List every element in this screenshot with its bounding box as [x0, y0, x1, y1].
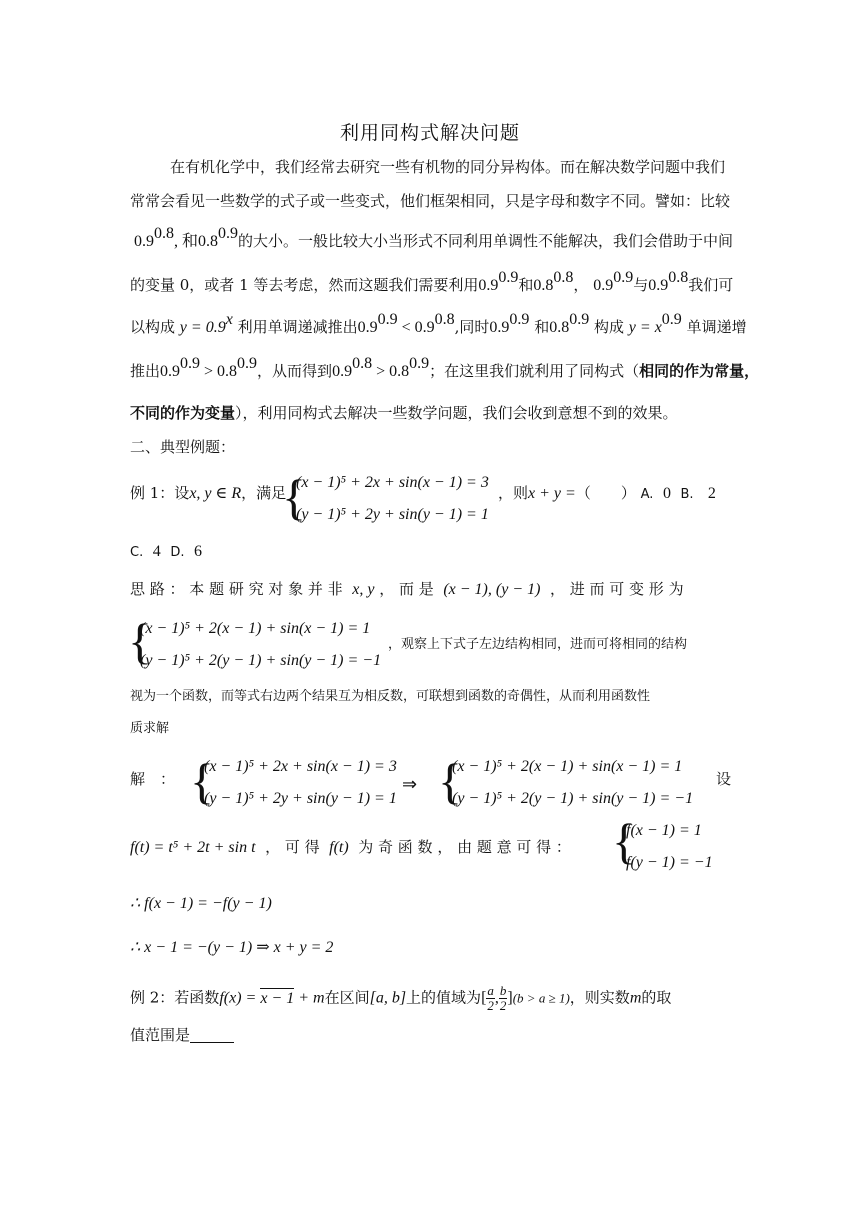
brace-symbol: { [438, 753, 462, 809]
idea-equation-1: (x − 1)⁵ + 2(x − 1) + sin(x − 1) = 1 [140, 620, 371, 637]
section-heading: 二、典型例题： [130, 438, 236, 456]
example-1-lead: 例 1：设x, y ∈ R，满足 [130, 484, 287, 502]
solution-f-equation-1: f(x − 1) = 1 [626, 822, 702, 839]
idea-equation-2: (y − 1)⁵ + 2(y − 1) + sin(y − 1) = −1 [140, 652, 382, 669]
idea-line-3: 视为一个函数，而等式右边两个结果互为相反数，可联想到函数的奇偶性，从而利用函数性 [130, 689, 651, 704]
intro-line-7: 不同的作为变量），利用同构式去解决一些数学问题，我们会收到意想不到的效果。 [130, 404, 678, 422]
example-2-line-1: 例 2：若函数f(x) = x − 1 + m在区间[a, b]上的值域为[ $\frac{a}{2}$ , $\frac{b}{2}$ ](b > a ≥ 1)，则实数m的取 [130, 983, 672, 1013]
solution-function-line: f(t) = t⁵ + 2t + sin t ， 可 得 f(t) 为 奇 函 数 ， 由 题 意 可 得 ： [130, 838, 571, 856]
brace-symbol: { [282, 469, 306, 525]
solution-equation-4: (y − 1)⁵ + 2(y − 1) + sin(y − 1) = −1 [452, 790, 694, 807]
example-1-options-cd: C. 4 D. 6 [130, 543, 203, 560]
solution-step-1: ∴ f(x − 1) = −f(y − 1) [130, 895, 272, 912]
idea-line-1: 思 路 ： 本 题 研 究 对 象 并 非 x, y ， 而 是 (x − 1), (y − 1) ， 进 而 可 变 形 为 [130, 580, 684, 598]
page-title: 利用同构式解决问题 [339, 122, 520, 144]
intro-line-5: 以构成 $y = 0.9^x$ 利用单调递减推出$0.9^{0.9} < 0.9^{0.8}$,同时$0.9^{0.9}$ 和$0.8^{0.9}$ 构成 $y = x^{0.9}$ 单调递增 [130, 311, 747, 336]
example-1-question: ，则x + y =（ ） A. 0 B. 2 [498, 484, 716, 502]
solution-equation-2: (y − 1)⁵ + 2y + sin(y − 1) = 1 [204, 790, 397, 807]
solution-step-2: ∴ x − 1 = −(y − 1) ⇒ x + y = 2 [130, 939, 334, 956]
idea-line-2: ，观察上下式子左边结构相同，进而可将相同的结构 [388, 637, 688, 652]
brace-symbol: { [128, 613, 152, 669]
solution-label: 解 ： [130, 770, 176, 788]
solution-set-word: 设 [716, 770, 732, 788]
intro-line-6: 推出$0.9^{0.9} > 0.8^{0.9}$，从而得到$0.9^{0.8} > 0.8^{0.9}$；在这里我们就利用了同构式（相同的作为常量， [130, 355, 760, 380]
intro-line-4: 的变量 0，或者 1 等去考虑，然而这题我们需要利用$0.9^{0.9}$和$0.8^{0.8}$， $0.9^{0.9}$与$0.9^{0.8}$我们可 [130, 269, 734, 294]
solution-equation-3: (x − 1)⁵ + 2(x − 1) + sin(x − 1) = 1 [452, 758, 683, 775]
intro-line-2: 常常会看见一些数学的式子或一些变式，他们框架相同，只是字母和数字不同。譬如：比较 [130, 192, 731, 210]
fraction-b-over-2: $\frac{b}{2}$ [499, 983, 507, 1013]
answer-blank[interactable] [190, 1028, 234, 1043]
intro-line-3: $0.9^{0.8}$, 和$0.8^{0.9}$的大小。一般比较大小当形式不同利用单调性不能解决，我们会借助于中间 [134, 225, 734, 250]
example-2-line-2: 值范围是 [130, 1028, 234, 1043]
brace-symbol: { [190, 753, 214, 809]
fraction-a-over-2: $\frac{a}{2}$ [487, 983, 494, 1013]
implies-arrow: ⇒ [402, 774, 418, 794]
solution-equation-1: (x − 1)⁵ + 2x + sin(x − 1) = 3 [204, 758, 397, 775]
brace-symbol: { [612, 813, 636, 869]
example-1-equation-2: (y − 1)⁵ + 2y + sin(y − 1) = 1 [296, 506, 489, 523]
intro-line-1: 在有机化学中，我们经常去研究一些有机物的同分异构体。而在解决数学问题中我们 [170, 158, 726, 176]
idea-line-4: 质求解 [130, 721, 170, 736]
example-1-equation-1: (x − 1)⁵ + 2x + sin(x − 1) = 3 [296, 474, 489, 491]
solution-f-equation-2: f(y − 1) = −1 [626, 854, 713, 871]
